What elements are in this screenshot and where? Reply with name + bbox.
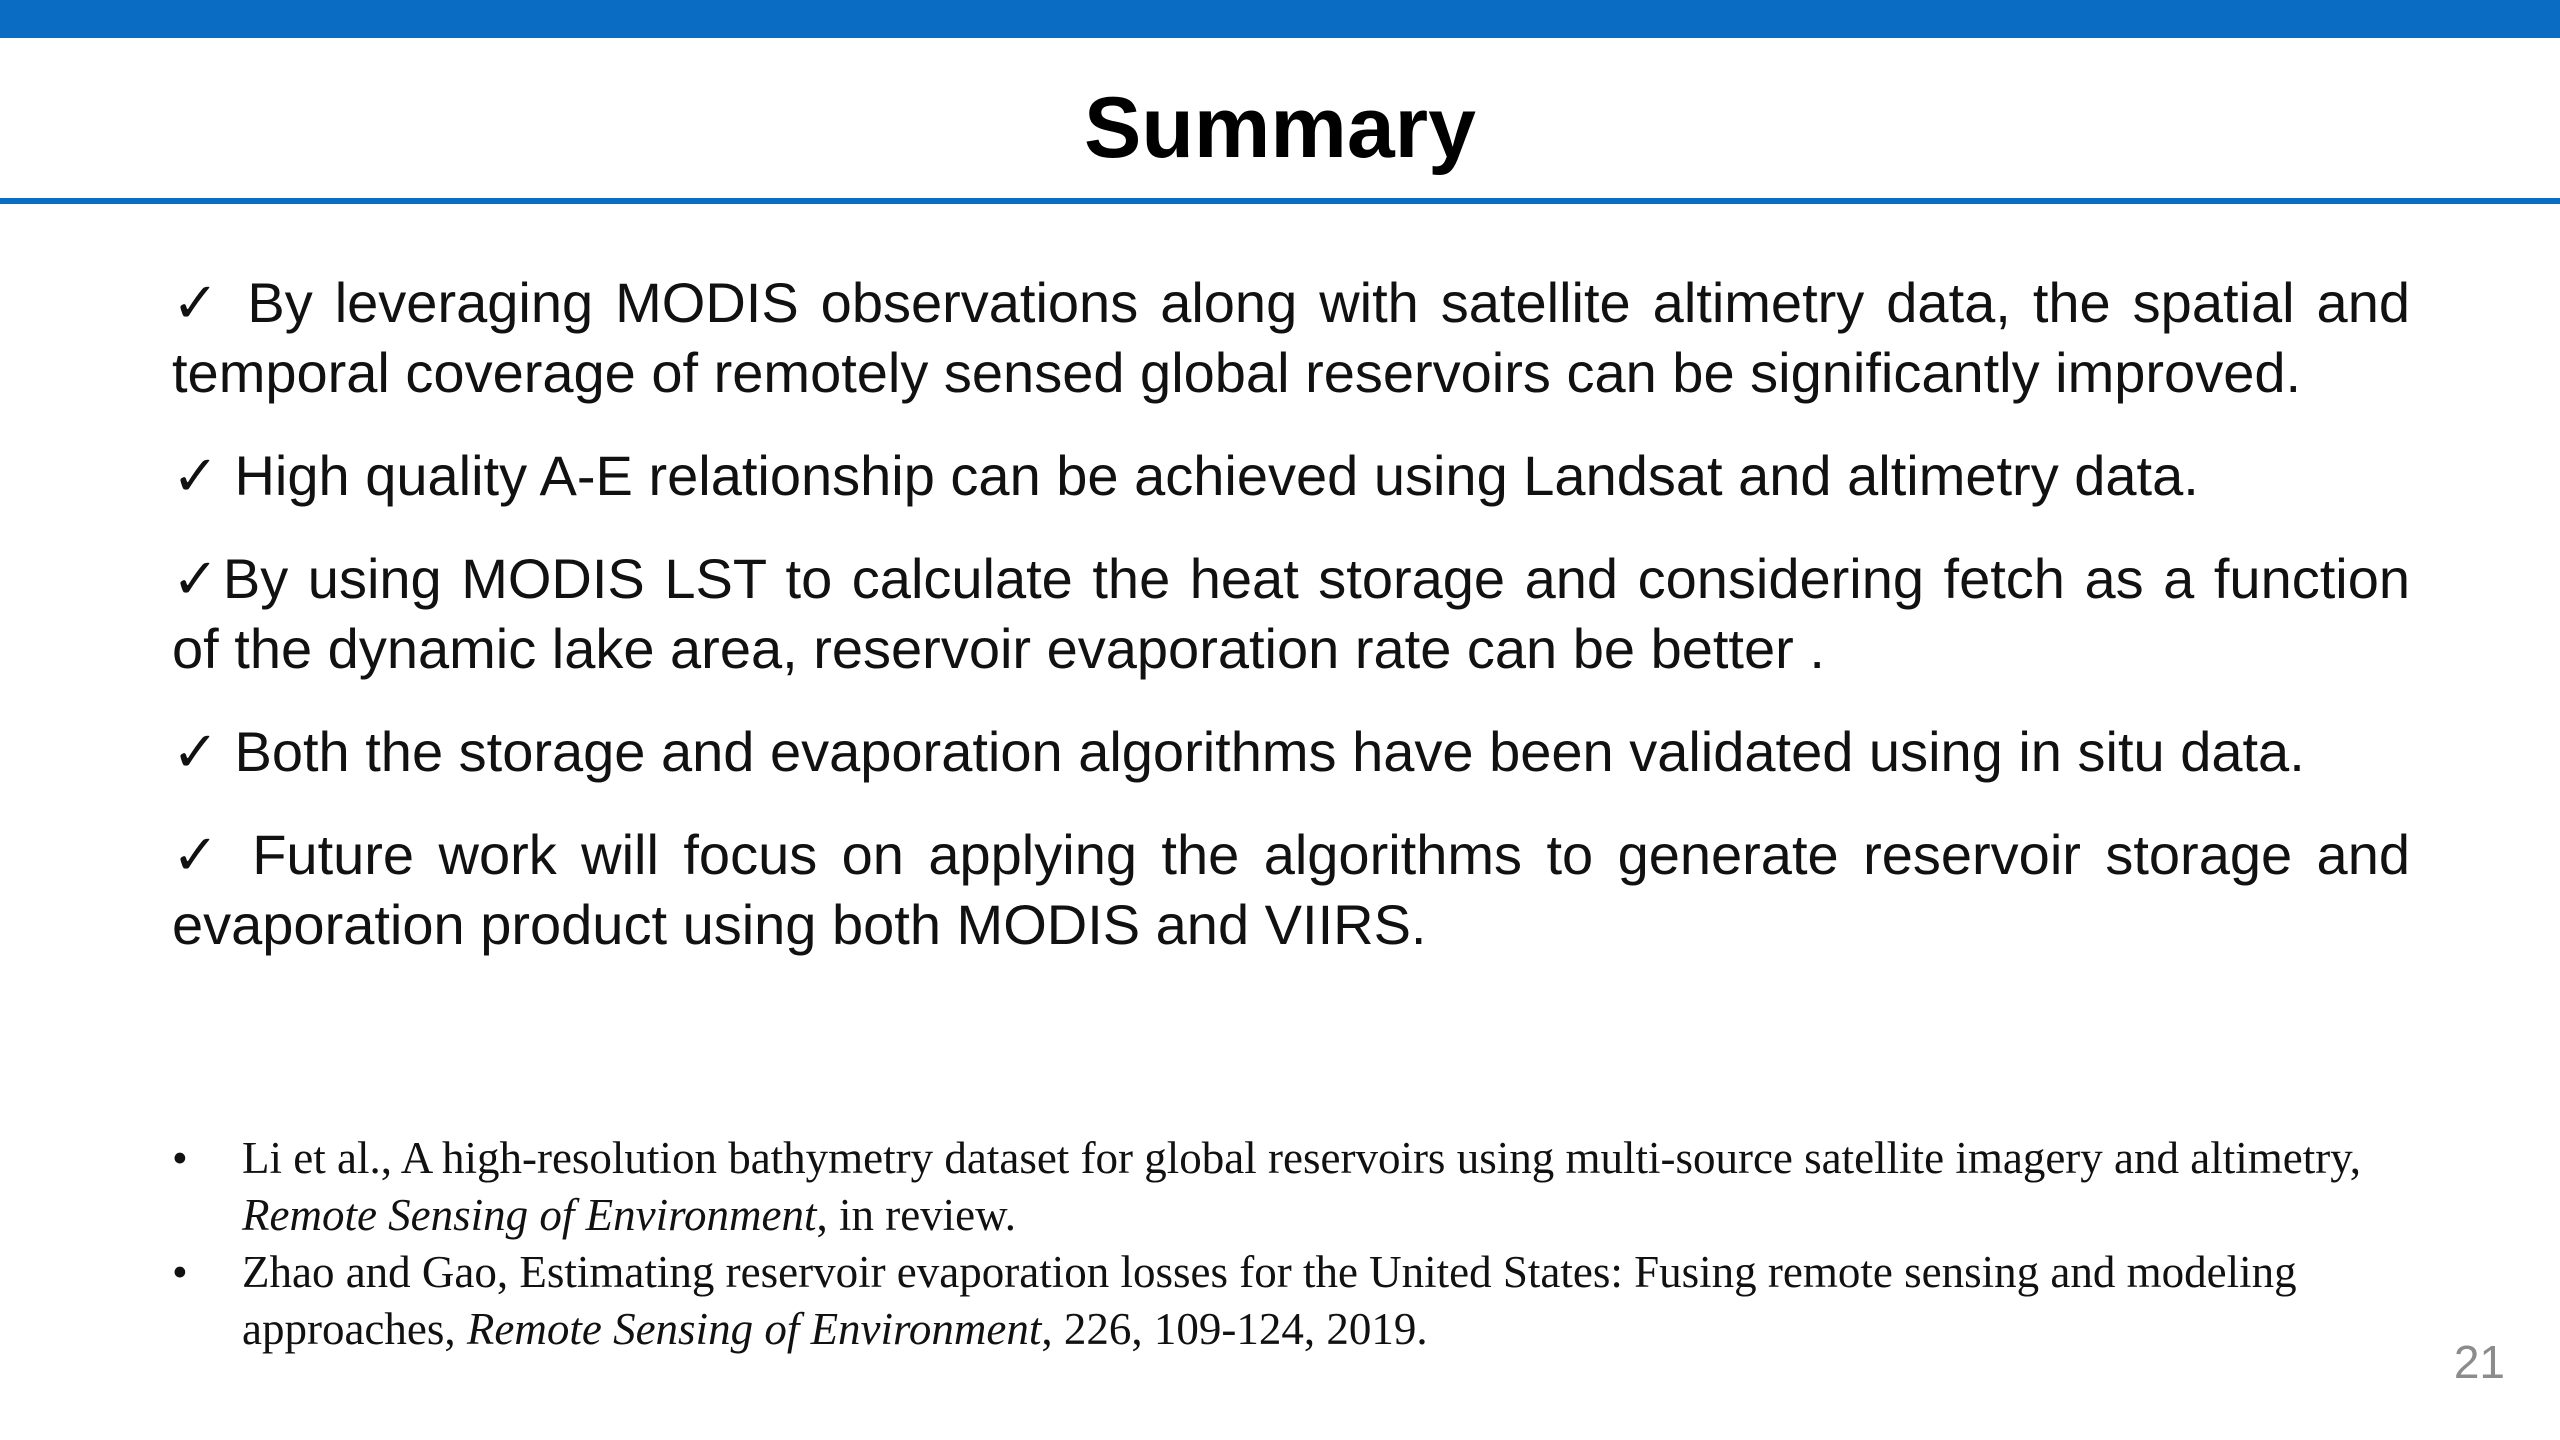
slide-title: Summary <box>1084 80 1476 176</box>
reference-list <box>172 1130 2382 1358</box>
reference-details: , in review. <box>816 1190 1016 1240</box>
reference-bullet: • <box>172 1133 188 1183</box>
summary-bullet-list <box>172 268 2410 993</box>
reference-details: , 226, 109-124, 2019. <box>1041 1304 1428 1354</box>
summary-bullet: ✓ By leveraging MODIS observations along with satellite altimetry data, the spatial and temporal coverage of remotely sensed global reservoirs can be significantly improved. <box>172 271 2410 404</box>
page-number: 21 <box>2453 1336 2505 1388</box>
summary-bullet: ✓ High quality A-E relationship can be achieved using Landsat and altimetry data. <box>172 444 2199 507</box>
reference-text: Zhao and Gao, Estimating reservoir evaporation losses for the United States: Fusing remote sensing and modeling approaches, <box>242 1247 2297 1354</box>
reference-text: Li et al., A high-resolution bathymetry dataset for global reservoirs using multi-source satellite imagery and altimetry, <box>242 1133 2362 1183</box>
summary-bullet: ✓ Both the storage and evaporation algorithms have been validated using in situ data. <box>172 720 2305 783</box>
reference-item <box>172 1244 2382 1358</box>
top-accent-bar <box>0 0 2560 38</box>
title-divider <box>0 198 2560 204</box>
summary-bullet: ✓ Future work will focus on applying the algorithms to generate reservoir storage and evaporation product using both MODIS and VIIRS. <box>172 823 2410 956</box>
reference-bullet: • <box>172 1247 188 1297</box>
summary-bullet: ✓By using MODIS LST to calculate the heat storage and considering fetch as a function of the dynamic lake area, reservoir evaporation rate can be better . <box>172 547 2410 680</box>
reference-journal: Remote Sensing of Environment <box>242 1190 817 1240</box>
reference-item <box>172 1130 2382 1244</box>
reference-journal: Remote Sensing of Environment <box>466 1304 1042 1354</box>
